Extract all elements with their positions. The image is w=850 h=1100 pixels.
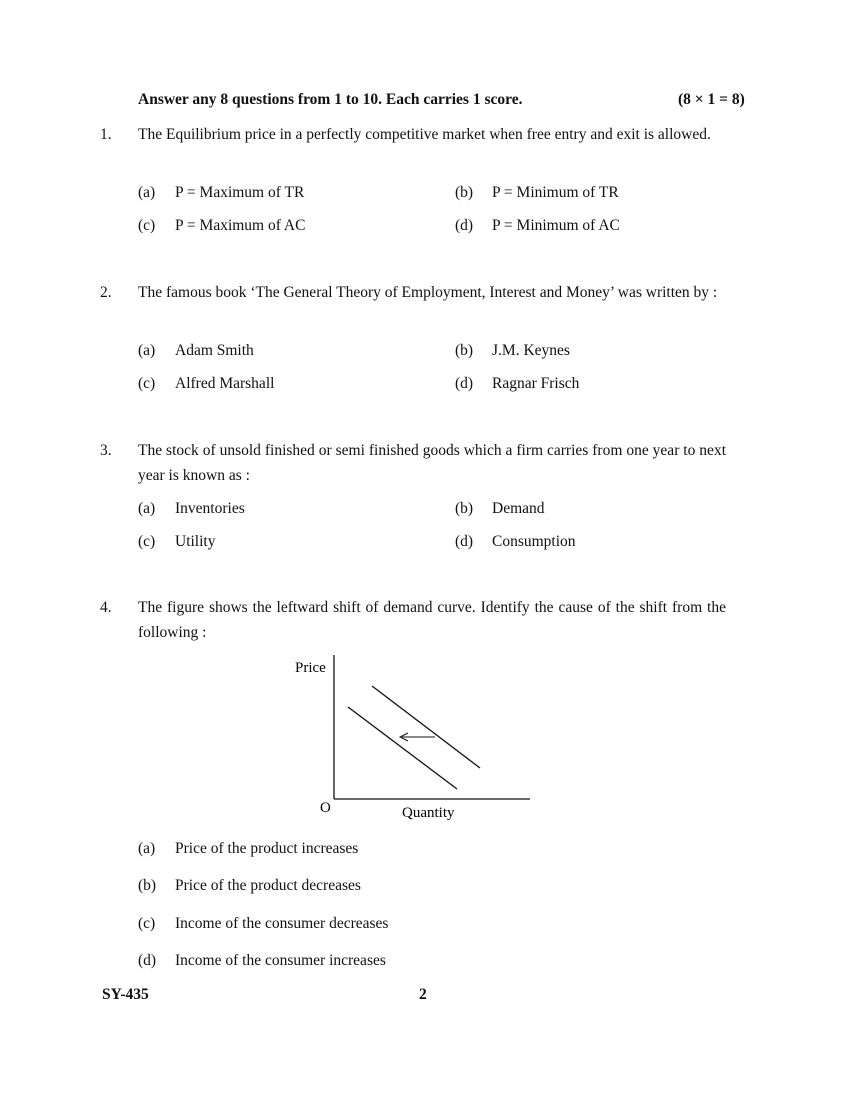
option-label: (a): [138, 500, 156, 517]
option-label: (b): [455, 342, 474, 359]
paper-code: SY-435: [102, 986, 149, 1003]
option-label: (d): [455, 375, 474, 392]
question-4-option-c: [138, 915, 388, 933]
question-2-text: The famous book ‘The General Theory of Employment, Interest and Money’ was written by :: [138, 284, 718, 301]
section-score: (8 × 1 = 8): [678, 91, 745, 108]
question-4-option-b: [138, 877, 361, 895]
section-instruction: Answer any 8 questions from 1 to 10. Each carries 1 score.: [138, 91, 523, 108]
option-text: Income of the consumer decreases: [175, 915, 389, 932]
option-text: P = Maximum of TR: [175, 184, 305, 201]
option-label: (c): [138, 217, 156, 234]
option-text: J.M. Keynes: [492, 342, 570, 359]
option-label: (b): [455, 184, 474, 201]
option-label: (d): [138, 952, 157, 969]
option-text: Income of the consumer increases: [175, 952, 386, 969]
option-text: Price of the product decreases: [175, 877, 361, 894]
option-label: (c): [138, 375, 156, 392]
option-label: (c): [138, 915, 156, 932]
option-text: Consumption: [492, 533, 576, 550]
question-4-option-d: [138, 952, 386, 970]
option-text: Adam Smith: [175, 342, 254, 359]
question-1-text: The Equilibrium price in a perfectly competitive market when free entry and exit is allowed.: [138, 126, 711, 143]
question-4-text: The figure shows the leftward shift of demand curve. Identify the cause of the shift from the following :: [138, 599, 726, 641]
option-text: P = Minimum of AC: [492, 217, 620, 234]
page-number: 2: [419, 986, 427, 1003]
option-text: P = Maximum of AC: [175, 217, 306, 234]
question-1-number: 1.: [100, 126, 112, 143]
option-label: (a): [138, 342, 156, 359]
option-text: Inventories: [175, 500, 245, 517]
option-text: Price of the product increases: [175, 840, 359, 857]
question-3-number: 3.: [100, 442, 112, 459]
original-demand-curve: [372, 686, 480, 768]
option-text: Demand: [492, 500, 545, 517]
option-label: (b): [138, 877, 157, 894]
option-text: Alfred Marshall: [175, 375, 275, 392]
shifted-demand-curve: [348, 707, 457, 789]
x-axis-label: Quantity: [402, 805, 455, 821]
question-4-number: 4.: [100, 599, 112, 616]
option-label: (a): [138, 840, 156, 857]
option-text: P = Minimum of TR: [492, 184, 619, 201]
option-label: (c): [138, 533, 156, 550]
y-axis-label: Price: [295, 660, 326, 676]
option-label: (b): [455, 500, 474, 517]
origin-label: O: [320, 800, 331, 816]
question-2-number: 2.: [100, 284, 112, 301]
option-label: (d): [455, 533, 474, 550]
option-text: Ragnar Frisch: [492, 375, 580, 392]
option-text: Utility: [175, 533, 216, 550]
option-label: (a): [138, 184, 156, 201]
question-4-option-a: [138, 840, 358, 858]
question-3-text: The stock of unsold finished or semi finished goods which a firm carries from one year to next year is known as :: [138, 442, 726, 484]
option-label: (d): [455, 217, 474, 234]
